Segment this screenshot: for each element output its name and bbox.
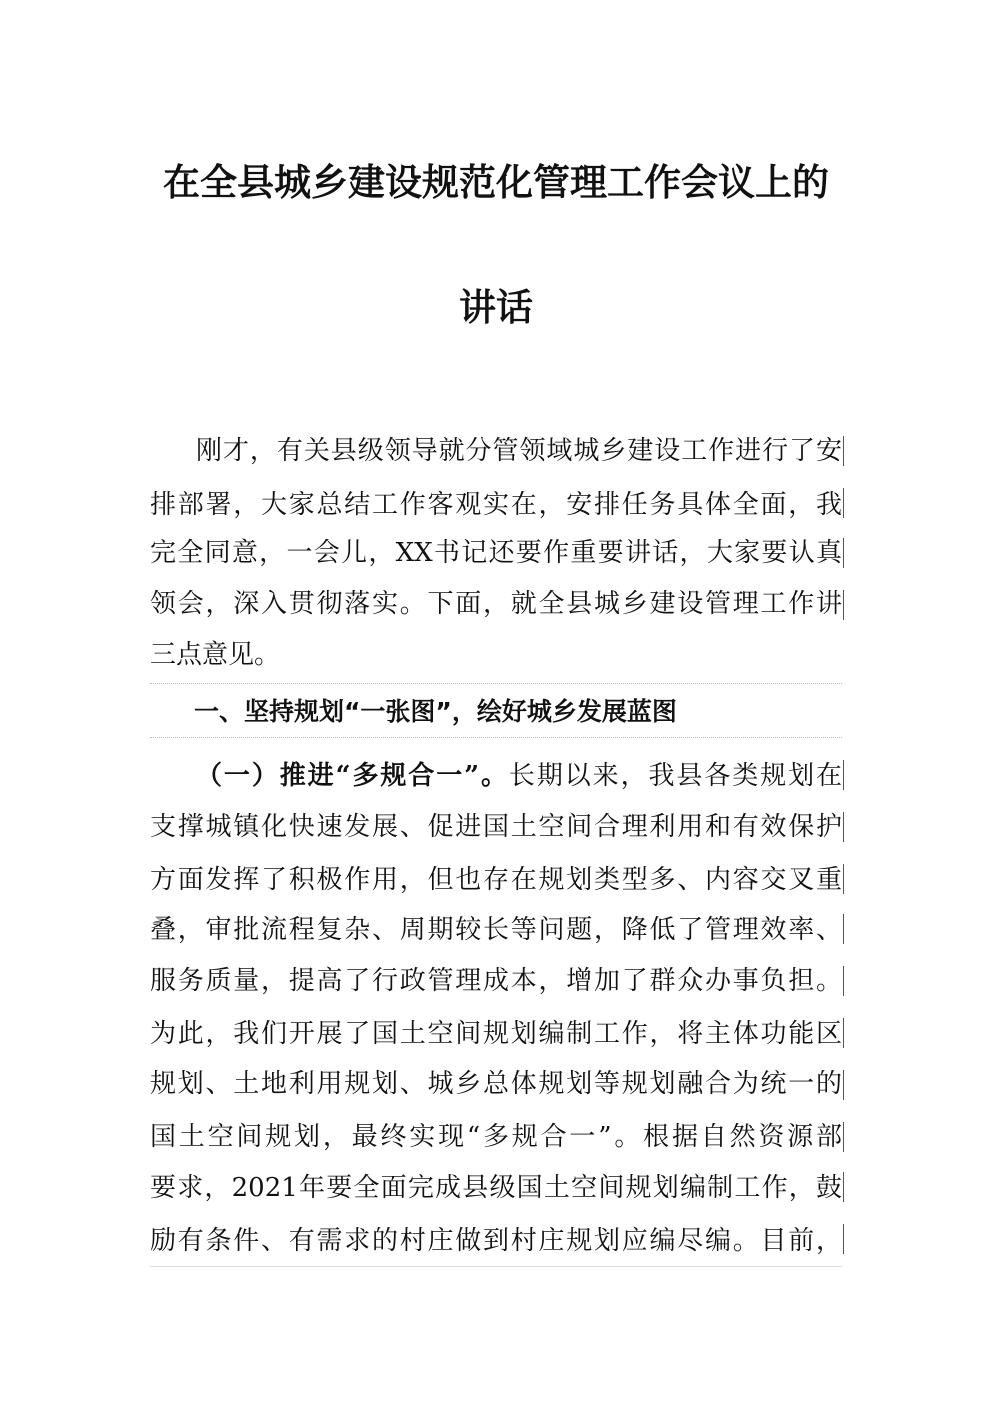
margin-tick: [843, 812, 844, 842]
margin-tick: [843, 760, 844, 790]
paragraph-line: 国土空间规划，最终实现“多规合一”。根据自然资源部: [150, 1122, 842, 1152]
paragraph-text: 长期以来，我县各类规划在: [508, 761, 842, 791]
margin-tick: [843, 1070, 844, 1100]
subsection-title: （一）推进“多规合一”。: [196, 761, 509, 791]
page-bottom-line: [150, 1266, 842, 1267]
margin-tick: [843, 1018, 844, 1048]
paragraph-line: 叠，审批流程复杂、周期较长等问题，降低了管理效率、: [150, 915, 842, 945]
margin-tick: [843, 538, 844, 568]
paragraph-line: 要求，2021年要全面完成县级国土空间规划编制工作，鼓: [150, 1173, 842, 1203]
paragraph-line: 励有条件、有需求的村庄做到村庄规划应编尽编。目前，: [150, 1226, 842, 1256]
margin-tick: [843, 590, 844, 620]
paragraph-line: 刚才，有关县级领导就分管领域城乡建设工作进行了安: [196, 436, 842, 466]
paragraph-line: 领会，深入贯彻落实。下面，就全县城乡建设管理工作讲: [150, 589, 842, 619]
section-heading: 一、坚持规划“一张图”，绘好城乡发展蓝图: [194, 697, 677, 726]
paragraph-line: 服务质量，提高了行政管理成本，增加了群众办事负担。: [150, 966, 842, 996]
margin-tick: [843, 914, 844, 944]
paragraph-line: 三点意见。: [150, 640, 281, 670]
paragraph-line: 规划、土地利用规划、城乡总体规划等规划融合为统一的: [150, 1069, 842, 1099]
paragraph-line: 方面发挥了积极作用，但也存在规划类型多、内容交叉重: [150, 865, 842, 895]
guide-line: [150, 683, 842, 684]
paragraph-line-first: [150, 752, 842, 800]
document-title-line-2: 讲话: [459, 285, 533, 329]
margin-tick: [843, 436, 844, 466]
document-title-line-1: 在全县城乡建设规范化管理工作会议上的: [163, 160, 829, 204]
margin-tick: [843, 864, 844, 894]
margin-tick: [843, 1172, 844, 1202]
paragraph-line: 为此，我们开展了国土空间规划编制工作，将主体功能区: [150, 1019, 842, 1049]
paragraph-line: 支撑城镇化快速发展、促进国土空间合理利用和有效保护: [150, 812, 842, 842]
margin-tick: [843, 966, 844, 996]
margin-tick: [843, 488, 844, 518]
paragraph-line: 排部署，大家总结工作客观实在，安排任务具体全面，我: [150, 490, 842, 520]
paragraph-line: 完全同意，一会儿，XX书记还要作重要讲话，大家要认真: [150, 538, 842, 568]
margin-tick: [843, 1224, 844, 1254]
guide-line: [150, 737, 842, 738]
margin-tick: [843, 1122, 844, 1152]
